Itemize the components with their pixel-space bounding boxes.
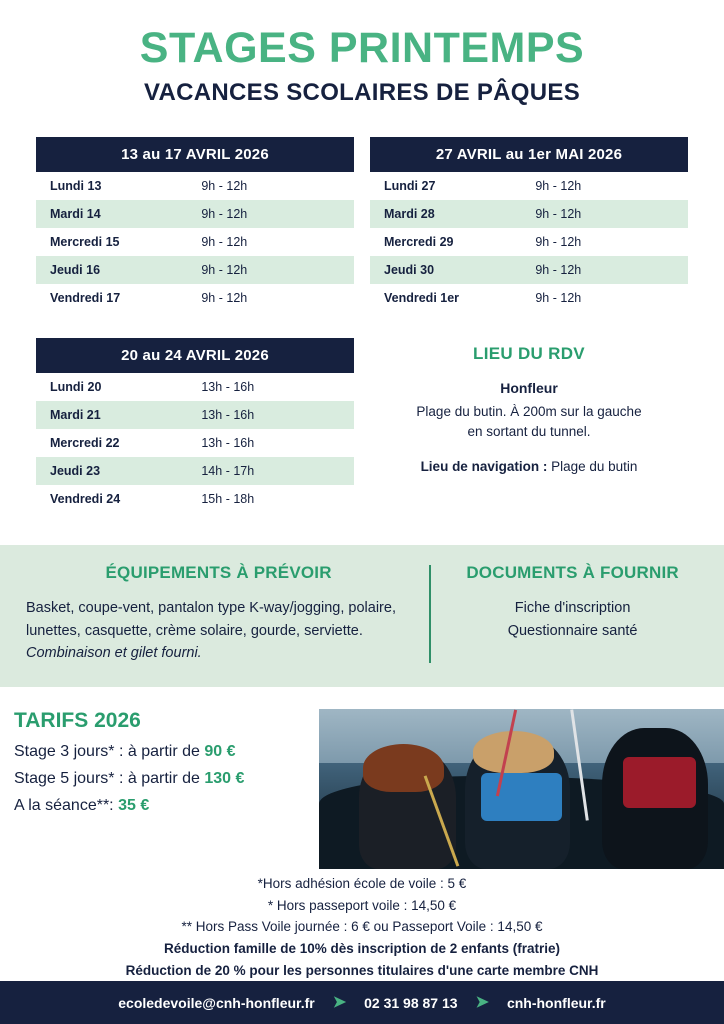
schedule-time: 9h - 12h bbox=[535, 207, 582, 222]
photo-person-center-vest bbox=[481, 773, 562, 821]
schedule-block-2 bbox=[370, 137, 688, 312]
equipment-text-main: Basket, coupe-vent, pantalon type K-way/jogging, polaire, lunettes, casquette, crème solaire, gourde, serviette. bbox=[26, 600, 396, 639]
schedule-heading: 27 AVRIL au 1er MAI 2026 bbox=[370, 137, 688, 172]
documents-item-2: Questionnaire santé bbox=[507, 623, 638, 640]
schedule-time: 9h - 12h bbox=[535, 263, 582, 278]
tarif-line bbox=[14, 797, 319, 815]
rdv-navigation bbox=[370, 459, 688, 474]
table-row bbox=[36, 457, 354, 485]
tarifs-block bbox=[0, 709, 319, 824]
schedule-time: 13h - 16h bbox=[201, 436, 255, 451]
table-row bbox=[370, 256, 688, 284]
schedule-heading: 13 au 17 AVRIL 2026 bbox=[36, 137, 354, 172]
schedule-day: Mardi 21 bbox=[50, 408, 101, 423]
table-row bbox=[36, 373, 354, 401]
rdv-address-line1: Plage du butin. À 200m sur la gauche bbox=[416, 404, 642, 420]
schedule-day: Jeudi 30 bbox=[384, 263, 435, 278]
schedule-day: Jeudi 23 bbox=[50, 464, 101, 479]
schedule-time: 13h - 16h bbox=[201, 408, 255, 423]
schedule-day: Mercredi 22 bbox=[50, 436, 120, 451]
table-row bbox=[36, 485, 354, 513]
table-row bbox=[36, 401, 354, 429]
footer-website[interactable]: cnh-honfleur.fr bbox=[506, 994, 606, 1011]
table-row bbox=[36, 200, 354, 228]
table-row bbox=[36, 228, 354, 256]
documents-title: DOCUMENTS À FOURNIR bbox=[466, 563, 679, 583]
flag-icon: ➤ bbox=[475, 993, 489, 1011]
page-subtitle: VACANCES SCOLAIRES DE PÂQUES bbox=[143, 79, 581, 107]
tarif-label: Stage 3 jours* : à partir de bbox=[14, 742, 205, 760]
equipment-documents-band bbox=[0, 545, 724, 686]
schedule-time: 15h - 18h bbox=[201, 492, 255, 507]
tarif-price: 90 € bbox=[204, 742, 236, 760]
documents-item-1: Fiche d'inscription bbox=[514, 600, 631, 617]
poster-header bbox=[0, 0, 724, 107]
photo-person-left-hair bbox=[363, 744, 444, 792]
schedule-day: Lundi 27 bbox=[384, 179, 436, 194]
table-row bbox=[370, 200, 688, 228]
schedule-column-left bbox=[28, 137, 362, 338]
equipment-text bbox=[26, 597, 411, 664]
footnote: * Hors passeport voile : 14,50 € bbox=[267, 897, 457, 913]
table-row bbox=[370, 284, 688, 312]
schedule-time: 9h - 12h bbox=[201, 291, 248, 306]
schedule-column-right bbox=[362, 137, 696, 338]
schedule-time: 9h - 12h bbox=[201, 179, 248, 194]
footnote: ** Hors Pass Voile journée : 6 € ou Passeport Voile : 14,50 € bbox=[181, 919, 543, 935]
schedule-day: Lundi 13 bbox=[50, 179, 102, 194]
rdv-address-line2: en sortant du tunnel. bbox=[467, 423, 591, 439]
schedule-time: 14h - 17h bbox=[201, 464, 255, 479]
schedule-heading: 20 au 24 AVRIL 2026 bbox=[36, 338, 354, 373]
schedule-section bbox=[0, 137, 724, 539]
table-row bbox=[36, 172, 354, 200]
schedule-time: 9h - 12h bbox=[201, 207, 248, 222]
footer-email[interactable]: ecoledevoile@cnh-honfleur.fr bbox=[118, 994, 315, 1011]
page-title: STAGES PRINTEMPS bbox=[139, 24, 585, 72]
photo-person-right-vest bbox=[623, 757, 696, 808]
schedule-day: Vendredi 24 bbox=[50, 492, 121, 507]
tarif-label: A la séance**: bbox=[14, 796, 119, 814]
flag-icon: ➤ bbox=[332, 993, 347, 1011]
photo-person-center-hair bbox=[473, 731, 554, 773]
tarifs-section bbox=[0, 687, 724, 858]
sailing-photo bbox=[319, 709, 724, 869]
footnote: Réduction famille de 10% dès inscription de 2 enfants (fratrie) bbox=[163, 941, 561, 957]
equipment-block bbox=[26, 563, 429, 664]
equipment-title: ÉQUIPEMENTS À PRÉVOIR bbox=[105, 563, 332, 583]
tarif-line bbox=[14, 743, 319, 761]
table-row bbox=[370, 228, 688, 256]
tarif-price: 35 € bbox=[118, 796, 150, 814]
poster-footer bbox=[0, 981, 724, 1024]
equipment-text-italic: Combinaison et gilet fourni. bbox=[26, 645, 202, 662]
tarifs-title: TARIFS 2026 bbox=[14, 708, 141, 732]
rdv-block bbox=[370, 338, 688, 474]
tarif-line bbox=[14, 770, 319, 788]
schedule-time: 9h - 12h bbox=[535, 235, 582, 250]
schedule-day: Jeudi 16 bbox=[50, 263, 101, 278]
schedule-day: Lundi 20 bbox=[50, 380, 102, 395]
schedule-block-1 bbox=[36, 137, 354, 312]
schedule-column-left-2 bbox=[28, 338, 362, 539]
rdv-title: LIEU DU RDV bbox=[473, 344, 585, 364]
schedule-time: 9h - 12h bbox=[201, 263, 248, 278]
footnote: *Hors adhésion école de voile : 5 € bbox=[257, 876, 467, 892]
schedule-time: 9h - 12h bbox=[201, 235, 248, 250]
schedule-day: Mercredi 15 bbox=[50, 235, 120, 250]
documents-block bbox=[447, 563, 698, 643]
rdv-column bbox=[362, 338, 696, 539]
schedule-day: Mardi 28 bbox=[384, 207, 435, 222]
tarif-price: 130 € bbox=[204, 769, 245, 787]
rdv-navigation-value: Plage du butin bbox=[551, 459, 638, 475]
schedule-day: Mardi 14 bbox=[50, 207, 101, 222]
schedule-day: Mercredi 29 bbox=[384, 235, 454, 250]
footnote: Réduction de 20 % pour les personnes titulaires d'une carte membre CNH bbox=[125, 962, 599, 978]
table-row bbox=[36, 429, 354, 457]
schedule-time: 9h - 12h bbox=[535, 179, 582, 194]
tarif-label: Stage 5 jours* : à partir de bbox=[14, 769, 205, 787]
schedule-block-3 bbox=[36, 338, 354, 513]
schedule-time: 9h - 12h bbox=[535, 291, 582, 306]
rdv-city: Honfleur bbox=[500, 380, 558, 397]
footnotes bbox=[0, 857, 724, 981]
schedule-time: 13h - 16h bbox=[201, 380, 255, 395]
divider bbox=[429, 565, 431, 662]
table-row bbox=[370, 172, 688, 200]
schedule-day: Vendredi 17 bbox=[50, 291, 121, 306]
table-row bbox=[36, 284, 354, 312]
rdv-navigation-label: Lieu de navigation : bbox=[420, 459, 548, 475]
table-row bbox=[36, 256, 354, 284]
footer-phone[interactable]: 02 31 98 87 13 bbox=[364, 994, 458, 1011]
schedule-day: Vendredi 1er bbox=[384, 291, 460, 306]
